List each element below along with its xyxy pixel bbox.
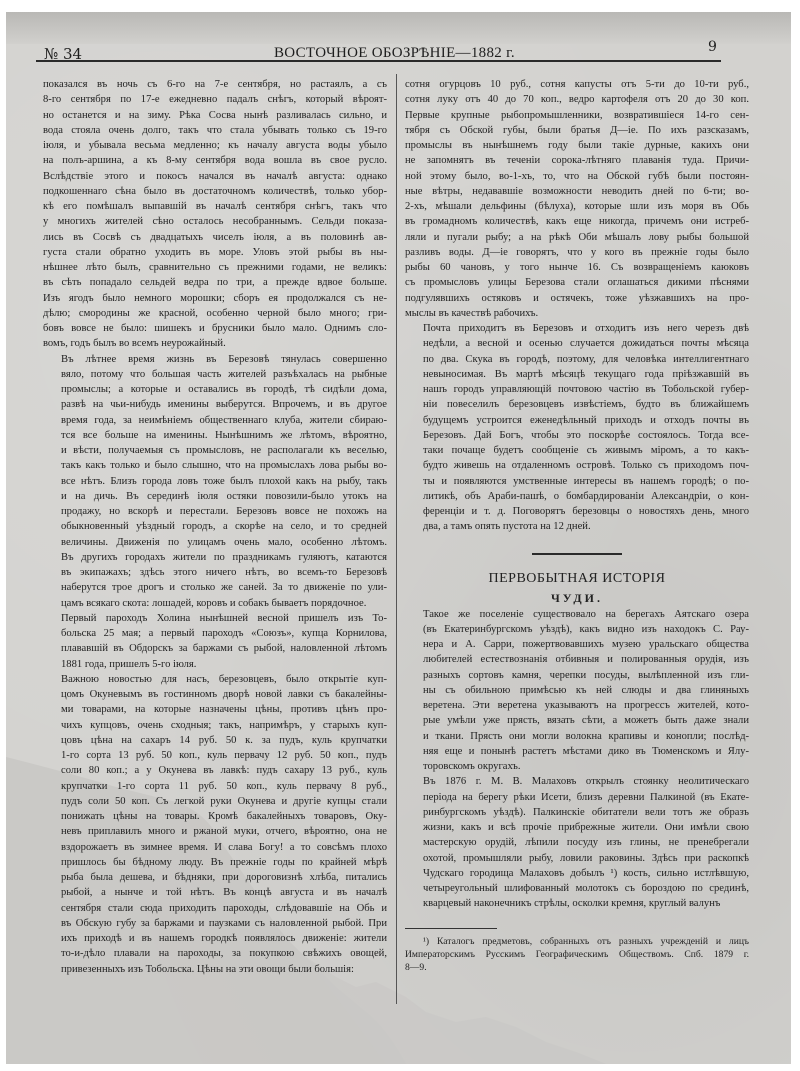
footnote-rule [405, 928, 497, 929]
paragraph [405, 77, 749, 321]
text-line: не запомнятъ въ теченiи сорока-лѣтняго плаванiя туда. Причи- [405, 155, 749, 167]
text-line: 2-хъ, мѣшали дельфины (бѣлуха), которые шли изъ моря въ Обь [405, 201, 749, 212]
text-line: больска 25 мая; а первый пароходъ «Союзъ», купца Корнилова, [61, 628, 387, 639]
text-line: плававшiй въ Обдорскъ за баржами съ рыбой, наловленной лѣтомъ [61, 643, 387, 655]
text-line: мыслы въ качествѣ рабочихъ. [405, 307, 539, 319]
text-line: любителей естествознанiя отбивныя и полированныя орудiя, изъ [423, 654, 749, 666]
text-line: тся все больше на именины. Нынѣшнимъ же лѣтомъ, вѣроятно, [61, 429, 387, 441]
text-line: нашъ городъ управляющiй почтовою частiю въ Тобольской губер- [423, 384, 749, 395]
text-line: нера и А. Сарри, пожертвовавшихъ музею уральскаго общества [423, 639, 749, 650]
text-line: лись въ Сосвѣ съ двадцатыхъ чиселъ iюля, а въ половинѣ ав- [43, 231, 387, 243]
text-line: въ экипажахъ; здѣсь этого ничего нѣтъ, во всемъ-то Березовѣ [61, 567, 387, 578]
text-line: Въ 1876 г. М. В. Малаховъ открылъ стоянку неолитическаго [423, 776, 749, 788]
text-line: вздорожаетъ въ зимнее время. И слава Богу! а то совсѣмъ плохо [61, 841, 387, 853]
text-line: вода стояла очень долго, такъ что стала убывать только съ 19-го [43, 124, 387, 136]
text-line: перiода на берегу рѣки Исети, близъ деревни Палкиной (въ Екате- [423, 791, 749, 803]
text-line: разныхъ сортовъ камня, черепки посуды, вылѣпленной изъ гли- [423, 669, 749, 681]
text-line: Чудскаго городища Малаховъ добылъ ¹) кость, сильно истлѣвшую, [423, 867, 749, 879]
text-line: Почта приходитъ въ Березовъ и отходитъ изъ него черезъ двѣ [423, 323, 749, 334]
text-line: развѣ на чьи-нибудь именины выберутся. Впрочемъ, и въ другое [61, 399, 387, 411]
text-line: будущемъ устроится еженедѣльный приходъ и отходъ почты въ [423, 414, 749, 426]
text-line: продажу, но вскорѣ и перестали. Березовъ вовсе не похожъ на [61, 506, 387, 517]
text-line: кварцевый наконечникъ стрѣлы, осколки кремня, круглый валунъ [423, 898, 721, 910]
text-line: Березовъ. Дай Богъ, чтобы это поскорѣе состоялось. Тогда все- [423, 429, 749, 441]
text-line: невъ приплавилъ много и ржаной муки, отчего, вѣроятно, она не [61, 826, 387, 838]
text-line: подгулявшихъ остяковъ и остячекъ, тоже уѣзжавшихъ на про- [405, 292, 749, 304]
text-line: время года, за неимѣнiемъ общественнаго клуба, жители сбираю- [61, 414, 387, 426]
text-line: Важною новостью для насъ, березовцевъ, было открытiе куп- [61, 673, 387, 685]
text-line: сентября стали сюда приходить пароходы, слѣдовавшiе на Обь и [61, 902, 387, 914]
text-line: ны съ обильною примѣсью къ ней слюды и два глиняныхъ [423, 684, 749, 696]
text-line: 8-го сентября по 17-е ежедневно падалъ снѣгъ, который вѣроят- [43, 94, 387, 106]
text-line: ихъ приходѣ и въ нашемъ городкѣ появлялось движенiе: жители [61, 933, 387, 944]
paragraph [405, 607, 749, 775]
text-line: ференцiи и т. д. Поговорятъ березовцы о новостяхъ день, много [423, 506, 749, 517]
text-line: ты и появляются умственные интересы въ нашемъ городѣ; о по- [423, 475, 749, 487]
text-line: кѣ его помѣшалъ выпавшiй въ началѣ сентября снѣгъ, такъ что [43, 201, 387, 212]
text-line: нѣшнее лѣто былъ, сравнительно съ прежними годами, не великъ: [43, 262, 387, 273]
text-line: у многихъ жителей сѣно осталось несобраннымъ. Сельди показа- [43, 216, 387, 228]
text-line: вомъ, годъ былъ во всемъ неурожайный. [43, 338, 226, 350]
text-line: и ткани. Прясть они могли волокна крапивы и конопли; послѣд- [423, 730, 749, 742]
article-subtitle: ЧУДИ. [551, 590, 603, 605]
text-line: ляли и пугали рыбу; а на рѣкѣ Оби мѣшалъ лову рыбы большой [405, 231, 749, 243]
text-line: по два. Скука въ городѣ, поэтому, для человѣка интеллигентнаго [423, 353, 749, 365]
paragraph [43, 77, 387, 352]
text-line: будто живешь на отдаленномъ островѣ. Только съ приходомъ поч- [423, 460, 749, 472]
text-line: литикѣ, объ Араби-пашѣ, о бомбардированiи Александрiи, о кон- [423, 490, 749, 502]
footnote-line: ¹) Каталогъ предметовъ, собранныхъ отъ разныхъ учрежденiй и лицъ [423, 935, 749, 947]
text-line: величины. Движенiя по улицамъ очень мало, особенно лѣтомъ. [61, 536, 387, 548]
text-line: въ громадномъ количествѣ, какъ еще никогда, причемъ они истреб- [405, 216, 749, 228]
text-line: обыкновенный уѣздный городъ, а скорѣе на село, и то средней [61, 521, 387, 533]
text-line: Въ другихъ городахъ жители по праздникамъ гуляютъ, катаются [61, 551, 387, 563]
newspaper-page [6, 12, 791, 1064]
text-line: рыбы 60 чановъ, у того нынче 16. Съ возвращенiемъ каюковъ [405, 262, 749, 273]
footnote [405, 935, 749, 974]
text-line: въ Обскую губу за баржами и паузками съ наловленной рыбой. При [61, 917, 387, 929]
text-line: такъ какъ только и было слышно, что на промыслахъ лова рыбы во- [61, 460, 387, 472]
text-line: и вѣсти, получаемыя съ промысловъ, не располагали къ веселью, [61, 445, 387, 456]
text-line: Первый пароходъ Холина нынѣшней весной пришелъ изъ То- [61, 612, 387, 624]
text-line: торовскомъ округахъ. [423, 761, 521, 772]
text-line: тября съ Обской губы, были братья Д—iе. По ихъ разсказамъ, [405, 124, 749, 136]
text-line: Первые крупные рыбопромышленники, возвратившiеся 14-го сен- [405, 109, 749, 121]
text-line: пришлось бы бѣдному люду. Въ прежнiе годы по крайней мѣрѣ [61, 856, 387, 868]
text-line: и на дичь. Въ серединѣ iюля остяки повозили-было утокъ на [61, 490, 387, 502]
text-line: промыслы въ нынѣшнемъ году были такiе дурные, какихъ они [405, 140, 749, 151]
paragraph [405, 321, 749, 535]
text-line: соли 80 коп.; а у Окунева въ лавкѣ: пудъ сахару 13 руб., куль [61, 765, 387, 777]
newspaper-title: ВОСТОЧНОЕ ОБОЗРѢНIЕ—1882 г. [274, 45, 515, 61]
text-line: рые умѣли уже прясть, вязать сѣти, а можетъ быть даже знали [423, 715, 749, 727]
text-line: невыносимая. Въ мартѣ мѣсяцѣ текущаго года прiѣзжавшiй въ [423, 368, 749, 380]
text-line: таки почаще будетъ сообщенiе съ живымъ мiромъ, а то какъ- [423, 445, 749, 456]
text-line: привезенныхъ изъ Тобольска. Цѣны на эти овощи были большiя: [61, 963, 354, 975]
text-line: пудъ соли 50 коп. Съ легкой руки Окунева и другiе купцы стали [61, 795, 387, 807]
text-line: 1-го сорта 13 руб. 50 коп., куль первачу 12 руб. 50 коп., пудъ [61, 750, 387, 761]
text-line: Такое же поселенiе существовало на берегахъ Аятскаго озера [423, 608, 749, 620]
text-line: сотня огурцовъ 10 руб., сотня капусты отъ 5-ти до 10-ти руб., [405, 79, 749, 90]
text-line: 1881 года, пришелъ 5-го iюля. [61, 658, 197, 670]
article-body [405, 607, 749, 912]
text-line: бовъ вовсе не было: шишекъ и брусники было мало. Однимъ сло- [43, 323, 387, 334]
text-line: (въ Екатеринбургскомъ уѣздѣ), какъ видно изъ находокъ С. Рау- [423, 623, 749, 635]
text-line: жизни, какъ и всѣ прочiе прибрежные жители. Они имѣли свою [423, 822, 749, 833]
right-column [405, 77, 749, 974]
column-rule [396, 74, 397, 1004]
text-line: показался въ ночь съ 6-го на 7-е сентября, но растаялъ, а съ [43, 79, 387, 90]
text-line: Изъ ягодъ было немного морошки; сборъ ея продолжался съ не- [43, 292, 387, 304]
footnote-line: 8—9. [405, 961, 427, 973]
text-line: понижать цѣны на товары. Кромѣ бакалейныхъ товаровъ, Оку- [61, 811, 387, 822]
text-line: крупчатки 1-го сорта 11 руб. 50 коп., куль первачу 8 руб., [61, 780, 387, 792]
text-line: но останется и на зиму. Рѣка Сосва нынѣ разливалась сильно, и [43, 109, 387, 121]
text-line: въ сѣть попадало сельдей ведра по три, а прежде вдвое больше. [43, 277, 387, 289]
text-line: вяло, потому что большая часть жителей разъѣхалась на рыбные [61, 368, 387, 380]
text-line: на полъ-аршина, а къ 8-му сентября вода вошла въ свое русло. [43, 155, 387, 167]
text-line: промыслы; а которые и оставались въ городѣ, тѣ сидѣли дома, [61, 384, 387, 395]
text-line: рыбой, а нынче и той нѣтъ. Въ концѣ августа и въ началѣ [61, 887, 387, 899]
text-line: все нѣтъ. Близъ города ловъ тоже былъ плохой какъ на рыбу, такъ [61, 475, 387, 487]
text-line: Въ лѣтнее время жизнь въ Березовѣ тянулась совершенно [61, 353, 387, 365]
text-line: охотой, промышляли рыбу, ловили раковины. Здѣсь при раскопкѣ [423, 852, 749, 864]
text-line: ринбургскомъ уѣздѣ). Палкинскiе обитатели вели тотъ же образъ [423, 806, 749, 818]
text-line: дѣлю; смородины же красной, особенно черной было много; гри- [43, 307, 387, 319]
text-line: съ промысловъ улицы Березова стали оглашаться дикими пѣснями [405, 277, 749, 289]
article-title: ПЕРВОБЫТНАЯ ИСТОРIЯ [488, 570, 666, 586]
text-line: няя еще и понынѣ растетъ мѣстами дико въ Тюменскомъ и Ялу- [423, 745, 749, 757]
text-line: рыба была дешева, и бѣдняки, при дороговизнѣ хлѣба, питались [61, 872, 387, 883]
text-line: подкошеннаго сѣна было въ достаточномъ количествѣ, только убор- [43, 185, 387, 197]
text-line: веретена. Эти веретена указываютъ на прогрессъ жителей, кото- [423, 700, 749, 711]
text-line: мастерскую орудiй, лѣпили посуду изъ глины, не пренебрегали [423, 837, 749, 849]
text-line: цамъ всякаго скота: лошадей, коровъ и собакъ бываетъ порядочное. [61, 597, 367, 609]
text-line: наберутся трое дрогъ и столько же саней. За то движенiе по ули- [61, 582, 387, 594]
paragraph [43, 672, 387, 977]
text-line: цомъ Окуневымъ въ гостинномъ дворѣ новой лавки съ бакалейны- [61, 689, 387, 700]
text-line: недѣли, а весной и осенью случается дожидаться почты мѣсяца [423, 338, 749, 350]
issue-number: № 34 [44, 45, 83, 63]
text-line: сотня луку отъ 40 до 70 коп., ведро картофеля отъ 20 до 30 коп. [405, 94, 749, 106]
text-line: ные вѣтры, недававшiе возможности неводить дней по 6-ти; во- [405, 185, 749, 197]
text-line: ми товарами, на которые назначены цѣны, противъ цѣнъ про- [61, 704, 387, 716]
paragraph [405, 774, 749, 911]
left-column [43, 77, 387, 977]
paragraph [43, 352, 387, 611]
text-line: нiи повеселилъ березовцевъ извѣстiемъ, будто въ ближайшемъ [423, 399, 749, 411]
text-line: два, а тамъ опять пустота на 12 дней. [423, 521, 591, 533]
text-line: ной этому было, во-1-хъ, то, что на Обской губѣ были постоян- [405, 170, 749, 182]
page-number: 9 [708, 39, 717, 55]
text-line: четыреугольный шлифованный молотокъ съ бороздою по срединѣ, [423, 883, 749, 894]
text-line: густа стали обратно уходить въ море. Уловъ этой рыбы въ ны- [43, 246, 387, 258]
text-line: разливъ воды. Д—iе говорятъ, что у кого въ прежнiе годы было [405, 246, 749, 258]
footnote-line: Императорскимъ Русскимъ Географическимъ Обществомъ. Спб. 1879 г. [405, 948, 749, 960]
text-line: то-и-дѣло плавали на пароходы, за покупкою свѣжихъ овощей, [61, 948, 387, 960]
article-divider [532, 553, 622, 555]
paragraph [43, 611, 387, 672]
text-line: цовъ цѣна на сахаръ 14 руб. 50 к. за пудъ, куль крупчатки [61, 734, 387, 746]
text-line: Вслѣдствiе этого и покосъ начался въ началѣ августа: однако [43, 170, 387, 182]
text-line: чихъ купцовъ, очень сходныя; такъ, напримѣръ, у старыхъ куп- [61, 719, 387, 731]
right-column-text [405, 77, 749, 535]
text-line: iюля, и убывала весьма медленно; къ началу августа воды убыло [43, 140, 387, 151]
